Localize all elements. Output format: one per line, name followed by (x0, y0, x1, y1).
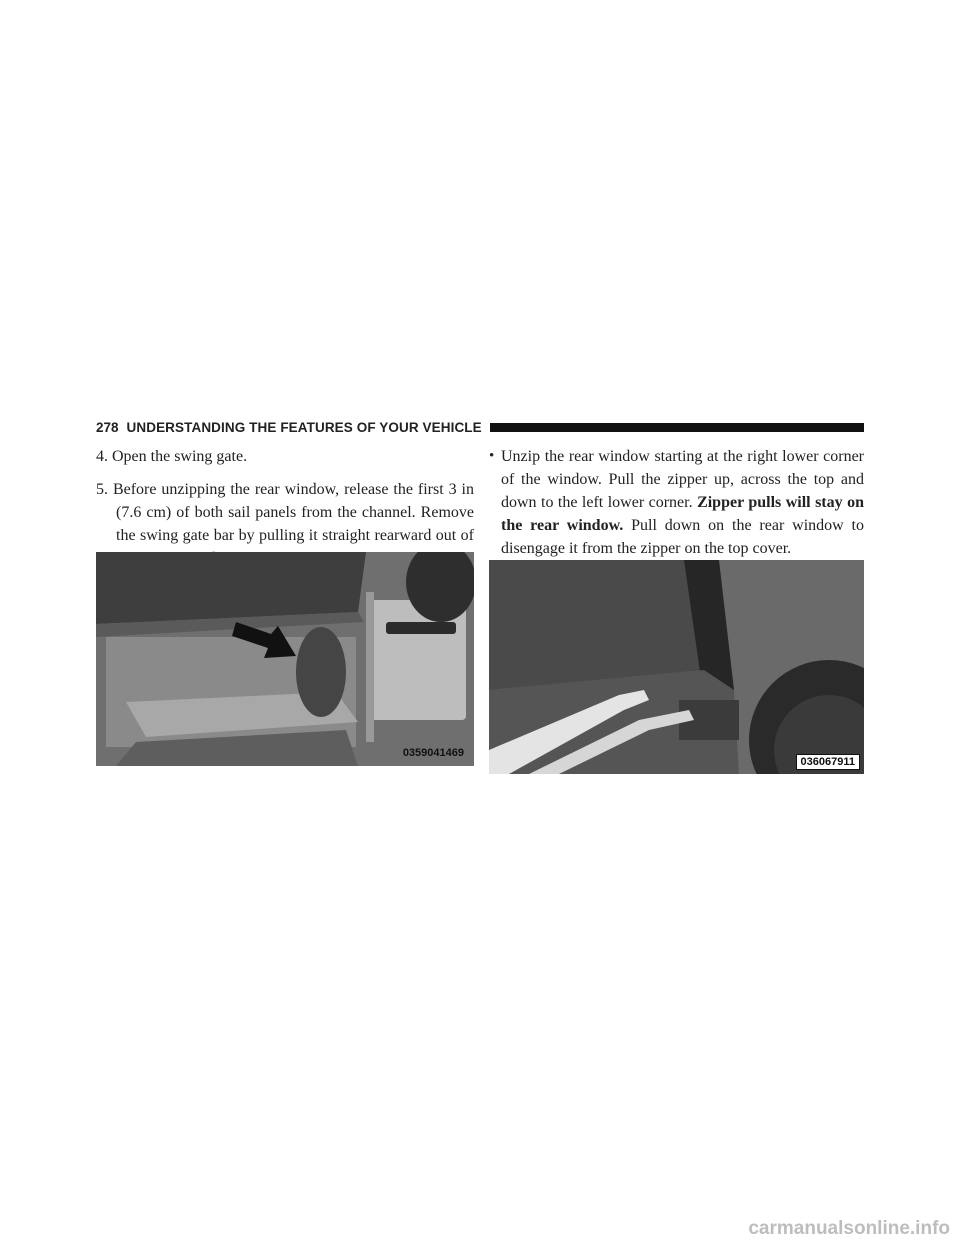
bullet-item (489, 445, 864, 560)
bullet-text-start: Unzip the rear window starting at the right lower corner of the window. Pull the zipper up, across the top and down to the left lower corner. (501, 448, 864, 511)
rear-window-illustration (489, 560, 864, 774)
page-header (96, 418, 864, 436)
step-5: 5. Before unzipping the rear window, release the first 3 in (7.6 cm) of both sail panels from the channel. Remove the swing gate bar by pulling it straight rearward out of (96, 481, 474, 544)
bullet-text-end: Pull down on the rear window to disengage it from the zipper on the top cover. (501, 517, 865, 557)
figure-code-right: 036067911 (796, 754, 860, 770)
bullet-text (501, 445, 864, 560)
bullet-bold-note: Zipper pulls will stay on the rear window. (501, 494, 864, 534)
bullet-icon: • (489, 448, 495, 464)
step-4: 4. Open the swing gate. (96, 448, 248, 465)
section-title: UNDERSTANDING THE FEATURES OF YOUR VEHICLE (126, 419, 482, 435)
rear-window-figure (489, 560, 864, 774)
figure-code-left: 0359041469 (402, 747, 464, 759)
watermark: carmanualsonline.info (748, 1218, 950, 1239)
header-rule (490, 423, 864, 432)
swing-gate-figure (96, 552, 474, 766)
swing-gate-illustration (96, 552, 474, 766)
page-number: 278 (96, 419, 119, 435)
right-column (489, 445, 864, 560)
